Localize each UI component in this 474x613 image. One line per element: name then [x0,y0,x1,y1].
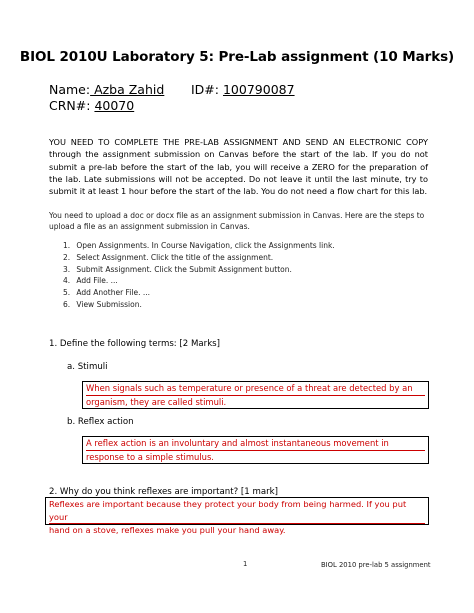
question-2: 2. Why do you think reflexes are important? [1 mark] [49,487,278,497]
answer-line: response to a simple stimulus. [86,451,214,462]
answer-line: When signals such as temperature or presence of a threat are detected by an [86,382,425,396]
list-item: 2. Select Assignment. Click the title of the assignment. [63,252,274,262]
answer-box-stimuli[interactable] [82,381,429,409]
list-item: 4. Add File. ... [63,276,118,286]
name-line [49,82,164,97]
name-label: Name: [49,82,91,97]
crn-line [49,98,134,113]
upload-intro: You need to upload a doc or docx file as an assignment submission in Canvas. Here are the steps to upload a file as an assignment submission in Canvas. [49,211,425,231]
list-item: 6. View Submission. [63,299,142,309]
list-item: 3. Submit Assignment. Click the Submit Assignment button. [63,264,292,274]
footer-text: BIOL 2010 pre-lab 5 assignment [321,561,431,569]
list-item: 1. Open Assignments. In Course Navigation, click the Assignments link. [63,241,335,250]
answer-line: organism, they are called stimuli. [86,396,227,407]
list-item: 5. Add Another File. ... [63,288,151,298]
document-title: BIOL 2010U Laboratory 5: Pre-Lab assignment (10 Marks) [19,49,455,65]
crn-value: 40070 [94,98,135,113]
submission-warning: YOU NEED TO COMPLETE THE PRE-LAB ASSIGNMENT AND SEND AN ELECTRONIC COPY through the assignment submission on Canvas before the start of the lab. If you do not submit a pre-lab before the start of the lab, you will receive a ZERO for the preparation of the lab. Late submissions will not be accepted. Do not leave it until the last minute, try to submit it at least 1 hour before the start of the lab. You do not need a flow chart for this lab. [49,137,428,197]
upload-steps-list [63,240,335,311]
question-1a: a. Stimuli [67,362,108,372]
answer-line: A reflex action is an involuntary and almost instantaneous movement in [86,437,425,451]
id-label: ID#: [191,82,223,97]
answer-line: Reflexes are important because they protect your body from being harmed. If you put your [49,498,425,524]
answer-line: hand on a stove, reflexes make you pull your hand away. [49,525,286,536]
answer-box-reflexes[interactable] [45,497,429,536]
question-1: 1. Define the following terms: [2 Marks] [49,339,221,349]
question-1b: b. Reflex action [67,417,134,427]
crn-label: CRN#: [49,98,95,113]
id-line [191,82,295,97]
id-value: 100790087 [222,82,295,97]
answer-box-reflex-action[interactable] [82,436,429,464]
page-number: 1 [243,560,248,568]
name-value: Azba Zahid [90,82,165,97]
